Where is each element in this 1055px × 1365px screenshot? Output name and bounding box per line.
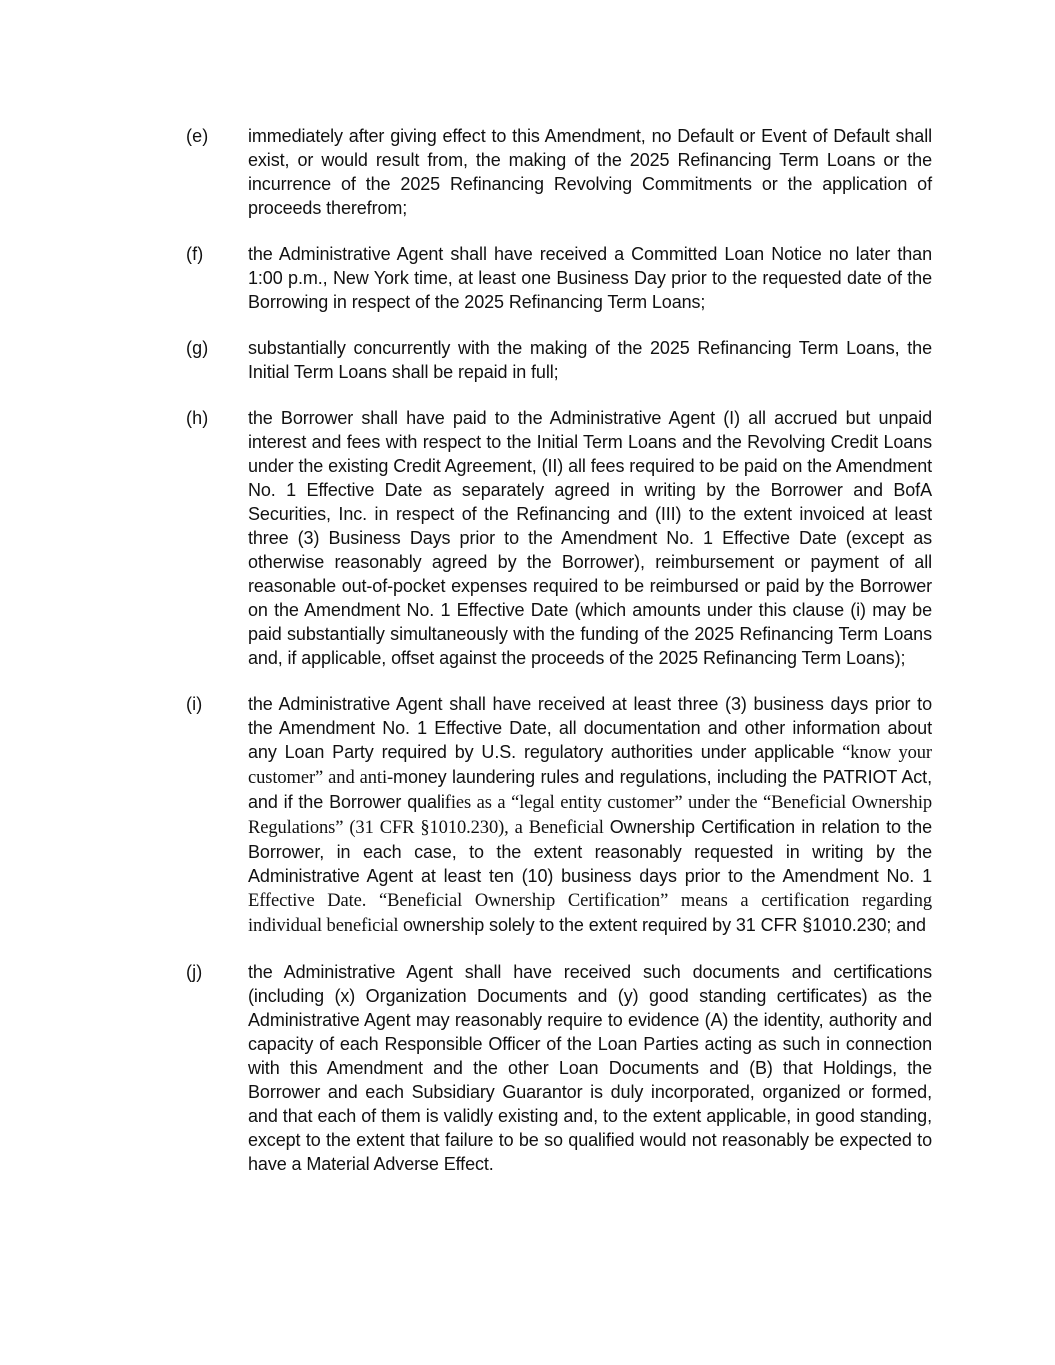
clause-text: immediately after giving effect to this Amendment, no Default or Event of Default shall exist, or would result from, the making of the 2025 Refinancing Term Loans or the incurrence of the 2025 Refinancing Revolving Commitments or the application of proceeds therefrom;	[248, 126, 932, 218]
clause-label: (h)	[186, 408, 209, 428]
clause-list	[186, 124, 932, 1198]
clause-label: (f)	[186, 244, 204, 264]
clause-text-segment: Effective Date. “Beneficial Ownership Certification” means a certification regarding individual beneficial	[248, 891, 932, 936]
clause-text-segment: the Administrative Agent shall have received at least three (3) business days prior to the Amendment No. 1 Effective Date, all documentation and other information about any Loan Party required by U.S. regulatory authorities under applicable	[248, 694, 932, 762]
clause-label: (j)	[186, 962, 203, 982]
clause-text-segment: fies as a “legal entity customer” under the “Beneficial Ownership Regulations” (31 CFR §1010.230), a Beneficial	[248, 793, 933, 838]
clause-text: substantially concurrently with the making of the 2025 Refinancing Term Loans, the Initial Term Loans shall be repaid in full;	[248, 338, 932, 382]
clause-j	[186, 960, 932, 1176]
clause-h	[186, 406, 932, 670]
clause-text-segment: “know your customer” and anti-	[248, 743, 932, 788]
clause-f	[186, 242, 932, 314]
clause-i	[186, 692, 932, 938]
clause-label: (i)	[186, 694, 203, 714]
clause-text-segment: ownership solely to the extent required by 31 CFR §1010.230; and	[403, 915, 926, 935]
clause-g	[186, 336, 932, 384]
clause-text: the Administrative Agent shall have received such documents and certifications (including (x) Organization Documents and (y) good standing certificates) as the Administrative Agent may reasonably require to evidence (A) the identity, authority and capacity of each Responsible Officer of the Loan Parties acting as such in connection with this Amendment and the other Loan Documents and (B) that Holdings, the Borrower and each Subsidiary Guarantor is duly incorporated, organized or formed, and that each of them is validly existing and, to the extent applicable, in good standing, except to the extent that failure to be so qualified would not reasonably be expected to have a Material Adverse Effect.	[248, 962, 932, 1174]
clause-text-segment: money laundering rules and regulations, including the PATRIOT Act, and if the Borrower quali	[248, 767, 932, 812]
clause-label: (e)	[186, 126, 209, 146]
clause-text	[248, 692, 932, 938]
clause-text: the Administrative Agent shall have received a Committed Loan Notice no later than 1:00 p.m., New York time, at least one Business Day prior to the requested date of the Borrowing in respect of the 2025 Refinancing Term Loans;	[248, 244, 932, 312]
clause-text-segment: Ownership Certification in relation to the Borrower, in each case, to the extent reasonably requested in writing by the Administrative Agent at least ten (10) business days prior to the Amendment No. 1	[248, 817, 932, 886]
clause-e	[186, 124, 932, 220]
clause-text: the Borrower shall have paid to the Administrative Agent (I) all accrued but unpaid interest and fees with respect to the Initial Term Loans and the Revolving Credit Loans under the existing Credit Agreement, (II) all fees required to be paid on the Amendment No. 1 Effective Date as separately agreed in writing by the Borrower and BofA Securities, Inc. in respect of the Refinancing and (III) to the extent invoiced at least three (3) Business Days prior to the Amendment No. 1 Effective Date (except as otherwise reasonably agreed by the Borrower), reimbursement or payment of all reasonable out-of-pocket expenses required to be reimbursed or paid by the Borrower on the Amendment No. 1 Effective Date (which amounts under this clause (i) may be paid substantially simultaneously with the funding of the 2025 Refinancing Term Loans and, if applicable, offset against the proceeds of the 2025 Refinancing Term Loans);	[248, 408, 932, 668]
clause-label: (g)	[186, 338, 209, 358]
